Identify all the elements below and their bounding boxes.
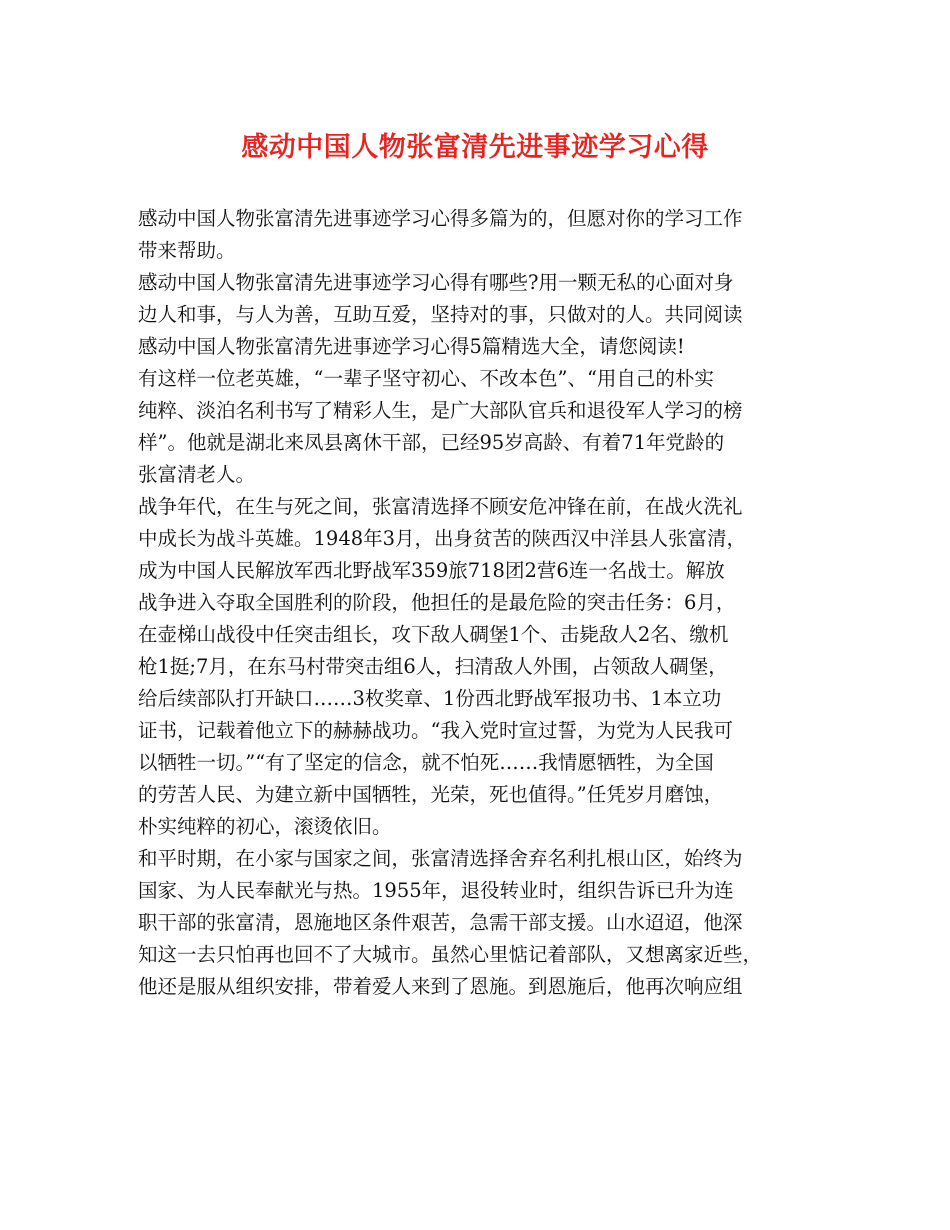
- body-line: 战争进入夺取全国胜利的阶段，他担任的是最危险的突击任务：6月，: [138, 591, 736, 614]
- body-line: 给后续部队打开缺口……3枚奖章、1份西北野战军报功书、1本立功: [138, 687, 722, 710]
- body-line: 战争年代，在生与死之间，张富清选择不顾安危冲锋在前，在战火洗礼: [138, 495, 743, 518]
- body-line: 感动中国人物张富清先进事迹学习心得有哪些?用一颗无私的心面对身: [138, 271, 734, 294]
- body-line: 证书，记载着他立下的赫赫战功。“我入党时宣过誓，为党为人民我可: [138, 719, 733, 742]
- body-line: 张富清老人。: [138, 463, 256, 486]
- body-line: 带来帮助。: [138, 239, 236, 262]
- body-line: 朴实纯粹的初心，滚烫依旧。: [138, 815, 392, 838]
- body-line: 国家、为人民奉献光与热。1955年，退役转业时，组织告诉已升为连: [138, 879, 734, 902]
- document-title: 感动中国人物张富清先进事迹学习心得: [241, 132, 709, 163]
- body-line: 知这一去只怕再也回不了大城市。虽然心里惦记着部队，又想离家近些，: [138, 943, 763, 966]
- body-line: 感动中国人物张富清先进事迹学习心得5篇精选大全，请您阅读!: [138, 335, 685, 358]
- body-line: 成为中国人民解放军西北野战军359旅718团2营6连一名战士。解放: [138, 559, 725, 582]
- document-body: [138, 203, 818, 1003]
- body-line: 以牺牲一切。”“有了坚定的信念，就不怕死……我情愿牺牲，为全国: [138, 751, 714, 774]
- body-line: 纯粹、淡泊名利书写了精彩人生，是广大部队官兵和退役军人学习的榜: [138, 399, 743, 422]
- body-line: 样”。他就是湖北来凤县离休干部，已经95岁高龄、有着71年党龄的: [138, 431, 725, 454]
- body-line: 的劳苦人民、为建立新中国牺牲，光荣，死也值得。”任凭岁月磨蚀，: [138, 783, 724, 806]
- body-line: 在壶梯山战役中任突击组长，攻下敌人碉堡1个、击毙敌人2名、缴机: [138, 623, 729, 646]
- body-line: 有这样一位老英雄，“一辈子坚守初心、不改本色”、“用自己的朴实: [138, 367, 714, 390]
- body-line: 和平时期，在小家与国家之间，张富清选择舍弃名利扎根山区，始终为: [138, 847, 743, 870]
- body-line: 枪1挺;7月，在东马村带突击组6人，扫清敌人外围，占领敌人碉堡，: [138, 655, 728, 678]
- body-line: 他还是服从组织安排，带着爱人来到了恩施。到恩施后，他再次响应组: [138, 975, 743, 998]
- body-line: 边人和事，与人为善，互助互爱，坚持对的事，只做对的人。共同阅读: [138, 303, 743, 326]
- body-line: 感动中国人物张富清先进事迹学习心得多篇为的，但愿对你的学习工作: [138, 207, 743, 230]
- body-line: 中成长为战斗英雄。1948年3月，出身贫苦的陕西汉中洋县人张富清，: [138, 527, 747, 550]
- body-line: 职干部的张富清，恩施地区条件艰苦，急需干部支援。山水迢迢，他深: [138, 911, 743, 934]
